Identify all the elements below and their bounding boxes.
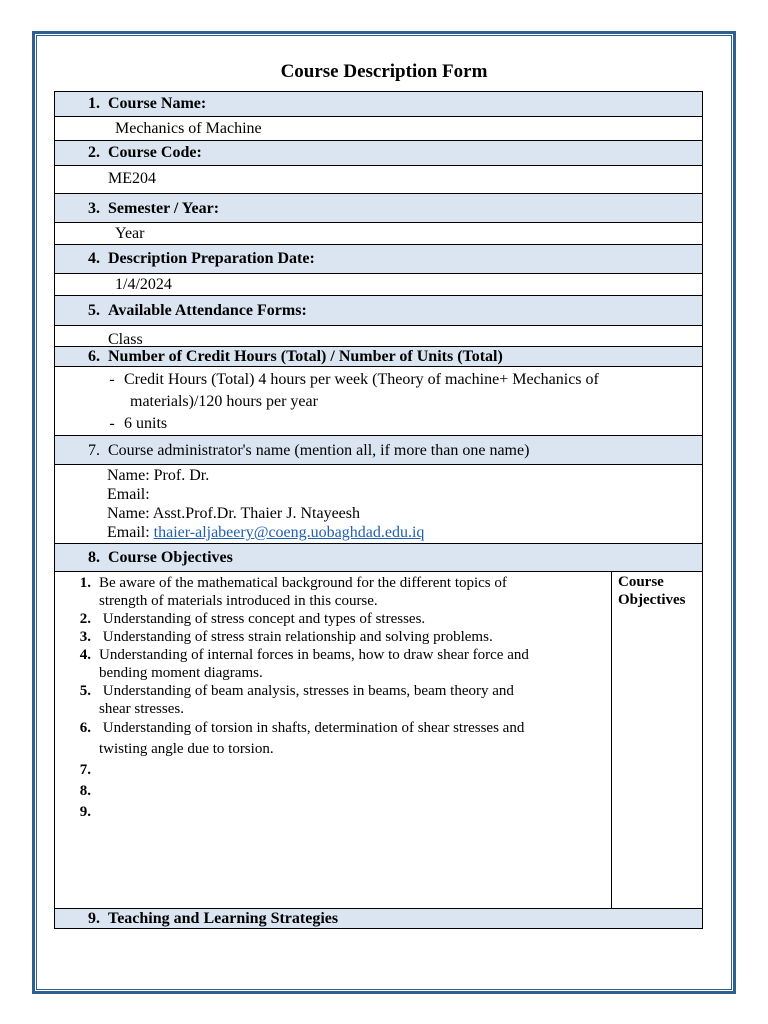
- section-header-teaching-strategies: [55, 909, 702, 928]
- section-label: Semester / Year:: [108, 200, 220, 217]
- section-number: 8.: [88, 549, 100, 566]
- semester-value: Year: [55, 223, 702, 245]
- objective-number: 7.: [79, 762, 91, 778]
- objective-item: [55, 781, 611, 802]
- section-label: Available Attendance Forms:: [108, 302, 307, 319]
- section-label: Number of Credit Hours (Total) / Number of Units (Total): [108, 348, 503, 365]
- objective-item: [55, 718, 611, 760]
- objective-text: Understanding of torsion in shafts, determination of shear stresses and twisting angle due to torsion.: [99, 720, 525, 757]
- section-number: 3.: [88, 200, 100, 217]
- section-number: 1.: [88, 95, 100, 112]
- section-header-course-code: [55, 141, 702, 166]
- section-number: 6.: [88, 348, 100, 365]
- credit-hours-value: [55, 367, 702, 436]
- preparation-date-value: 1/4/2024: [55, 274, 702, 296]
- objective-text: Understanding of internal forces in beams, how to draw shear force and bending moment diagrams.: [99, 647, 529, 681]
- section-label: Course administrator's name (mention all, if more than one name): [108, 442, 530, 459]
- section-header-objectives: [55, 544, 702, 572]
- section-label: Description Preparation Date:: [108, 250, 315, 267]
- objective-text: [99, 781, 611, 802]
- objective-text: Understanding of beam analysis, stresses in beams, beam theory and shear stresses.: [99, 683, 514, 717]
- section-header-course-name: [55, 92, 702, 117]
- section-number: 4.: [88, 250, 100, 267]
- objective-number: 2.: [79, 611, 91, 627]
- objective-text: Understanding of stress concept and types of stresses.: [99, 611, 426, 627]
- objective-number: 3.: [79, 629, 91, 645]
- course-code-value: ME204: [55, 166, 702, 194]
- objective-text: Understanding of stress strain relationship and solving problems.: [99, 629, 493, 645]
- objective-item: [55, 628, 611, 646]
- section-number: 7.: [88, 442, 100, 459]
- section-label: Course Objectives: [108, 549, 233, 566]
- objective-number: 4.: [79, 647, 91, 663]
- section-label: Teaching and Learning Strategies: [108, 910, 339, 927]
- section-label: Course Name:: [108, 95, 207, 112]
- objective-text: [99, 760, 611, 781]
- objective-number: 8.: [79, 783, 91, 799]
- objective-item: [55, 574, 611, 610]
- credit-hours-continuation: materials)/120 hours per year: [130, 393, 318, 410]
- objective-item: [55, 610, 611, 628]
- section-label: Course Code:: [108, 144, 202, 161]
- objective-item: [55, 682, 611, 718]
- section-number: 9.: [88, 910, 100, 927]
- objectives-list: [55, 572, 612, 908]
- objective-text: [99, 802, 611, 823]
- attendance-forms-value: Class: [55, 326, 702, 347]
- objective-number: 5.: [79, 683, 91, 699]
- bullet-dash: -: [109, 371, 115, 388]
- section-number: 5.: [88, 302, 100, 319]
- admin-email-link[interactable]: thaier-aljabeery@coeng.uobaghdad.edu.iq: [153, 524, 425, 541]
- credit-hours-line: [100, 369, 702, 391]
- admin-name-1: Name: Prof. Dr.: [107, 467, 210, 484]
- units-text: 6 units: [124, 415, 168, 432]
- objective-item: [55, 760, 611, 781]
- objective-text: Be aware of the mathematical background for the different topics of strength of materials introduced in this course.: [99, 575, 507, 609]
- bullet-dash: -: [109, 415, 115, 432]
- section-header-credit-hours: [55, 347, 702, 367]
- objective-item: [55, 646, 611, 682]
- units-line: [100, 413, 702, 435]
- section-number: 2.: [88, 144, 100, 161]
- admin-name-2: Name: Asst.Prof.Dr. Thaier J. Ntayeesh: [107, 505, 360, 522]
- objective-number: 1.: [79, 575, 91, 591]
- objectives-side-label: Course Objectives: [618, 574, 686, 608]
- section-header-attendance-forms: [55, 296, 702, 326]
- form-title: Course Description Form: [280, 61, 488, 82]
- objective-number: 6.: [79, 720, 91, 736]
- section-header-administrator: [55, 436, 702, 465]
- section-header-preparation-date: [55, 245, 702, 274]
- admin-email-label: Email:: [107, 524, 150, 541]
- objective-item: [55, 802, 611, 823]
- objective-number: 9.: [79, 804, 91, 820]
- administrator-details: [55, 465, 702, 544]
- section-header-semester: [55, 194, 702, 223]
- objectives-table: [55, 572, 702, 909]
- admin-email-2: [107, 523, 702, 542]
- course-form: [54, 91, 703, 929]
- course-name-value: Mechanics of Machine: [55, 117, 702, 141]
- credit-hours-text: Credit Hours (Total) 4 hours per week (Theory of machine+ Mechanics of: [124, 371, 599, 388]
- admin-email-1: Email:: [107, 486, 150, 503]
